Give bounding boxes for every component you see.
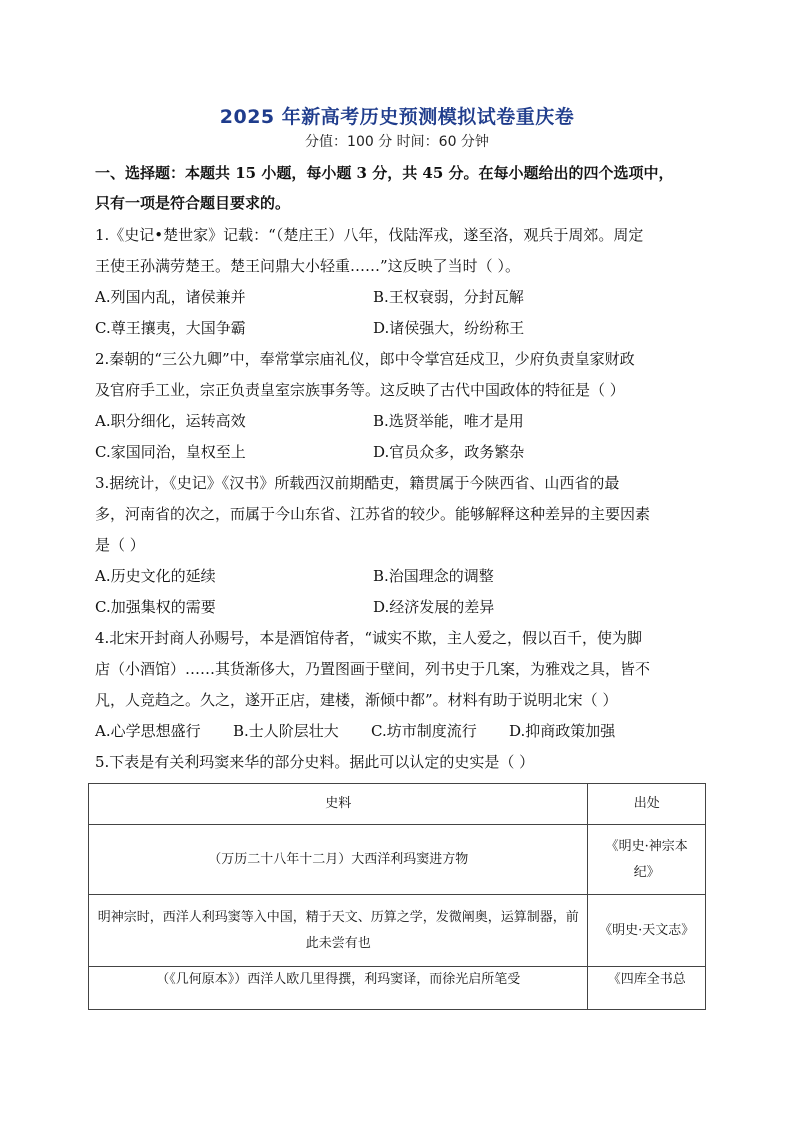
table-row — [89, 967, 706, 1010]
table-cell-origin: 《明史·神宗本纪》 — [588, 825, 706, 895]
question-3-option-a[interactable]: A.历史文化的延续 — [95, 567, 216, 585]
question-3-option-c[interactable]: C.加强集权的需要 — [95, 598, 216, 616]
question-3-line-2: 多，河南省的次之，而属于今山东省、江苏省的较少。能够解释这种差异的主要因素 — [95, 505, 651, 523]
table-row — [89, 825, 706, 895]
question-2-option-a[interactable]: A.职分细化，运转高效 — [95, 412, 246, 430]
question-2-option-d[interactable]: D.官员众多，政务繁杂 — [373, 443, 525, 461]
table-cell-source: （万历二十八年十二月）大西洋利玛窦进方物 — [89, 825, 588, 895]
table-cell-source: 明神宗时，西洋人利玛窦等入中国，精于天文、历算之学，发微阐奥，运算制器，前此未尝有也 — [89, 895, 588, 967]
question-3-line-3: 是（ ） — [95, 536, 145, 554]
question-4-line-1: 4.北宋开封商人孙赐号，本是酒馆侍者，“诚实不欺，主人爱之，假以百千，使为脚 — [95, 629, 642, 647]
table-cell-origin: 《四库全书总 — [588, 967, 706, 1010]
question-2-option-b[interactable]: B.选贤举能，唯才是用 — [373, 412, 524, 430]
source-table — [88, 783, 706, 1010]
exam-title: 2025 年新高考历史预测模拟试卷重庆卷 — [219, 106, 575, 128]
question-1-option-c[interactable]: C.尊王攘夷，大国争霸 — [95, 319, 246, 337]
question-4-option-a[interactable]: A.心学思想盛行 — [95, 722, 201, 740]
question-4-option-c[interactable]: C.坊市制度流行 — [371, 722, 477, 740]
question-3-option-b[interactable]: B.治国理念的调整 — [373, 567, 494, 585]
section-heading: 一、选择题：本题共 15 小题，每小题 3 分，共 45 分。在每小题给出的四个选项中， — [95, 164, 674, 182]
question-2-option-c[interactable]: C.家国同治，皇权至上 — [95, 443, 246, 461]
question-1-line-2: 王使王孙满劳楚王。楚王问鼎大小轻重……”这反映了当时（ ）。 — [95, 257, 520, 275]
question-4-option-b[interactable]: B.士人阶层壮大 — [233, 722, 339, 740]
question-2-line-2: 及官府手工业，宗正负责皇室宗族事务等。这反映了古代中国政体的特征是（ ） — [95, 381, 625, 399]
question-1-line-1: 1.《史记•楚世家》记载：“（楚庄王）八年，伐陆浑戎，遂至洛，观兵于周郊。周定 — [95, 226, 644, 244]
question-3-line-1: 3.据统计，《史记》《汉书》所载西汉前期酷吏，籍贯属于今陕西省、山西省的最 — [95, 474, 620, 492]
question-5-line-1: 5.下表是有关利玛窦来华的部分史料。据此可以认定的史实是（ ） — [95, 753, 535, 771]
table-cell-origin: 《明史·天文志》 — [588, 895, 706, 967]
section-heading-cont: 只有一项是符合题目要求的。 — [95, 194, 291, 212]
question-4-option-d[interactable]: D.抑商政策加强 — [509, 722, 616, 740]
question-4-line-2: 店（小酒馆）……其货渐侈大，乃置图画于壁间，列书史于几案，为雅戏之具，皆不 — [95, 660, 651, 678]
table-header-source: 史料 — [89, 784, 588, 825]
table-header-origin: 出处 — [588, 784, 706, 825]
question-1-option-a[interactable]: A.列国内乱，诸侯兼并 — [95, 288, 246, 306]
question-2-line-1: 2.秦朝的“三公九卿”中，奉常掌宗庙礼仪，郎中令掌宫廷戍卫，少府负责皇家财政 — [95, 350, 635, 368]
table-cell-source: （《几何原本》）西洋人欧几里得撰，利玛窦译，而徐光启所笔受 — [89, 967, 588, 1010]
table-row — [89, 895, 706, 967]
exam-subtitle: 分值：100 分 时间：60 分钟 — [305, 134, 489, 150]
question-4-line-3: 凡，人竞趋之。久之，遂开正店，建楼，渐倾中都”。材料有助于说明北宋（ ） — [95, 691, 618, 709]
question-3-option-d[interactable]: D.经济发展的差异 — [373, 598, 495, 616]
question-1-option-d[interactable]: D.诸侯强大，纷纷称王 — [373, 319, 525, 337]
table-header-row — [89, 784, 706, 825]
question-1-option-b[interactable]: B.王权衰弱，分封瓦解 — [373, 288, 524, 306]
